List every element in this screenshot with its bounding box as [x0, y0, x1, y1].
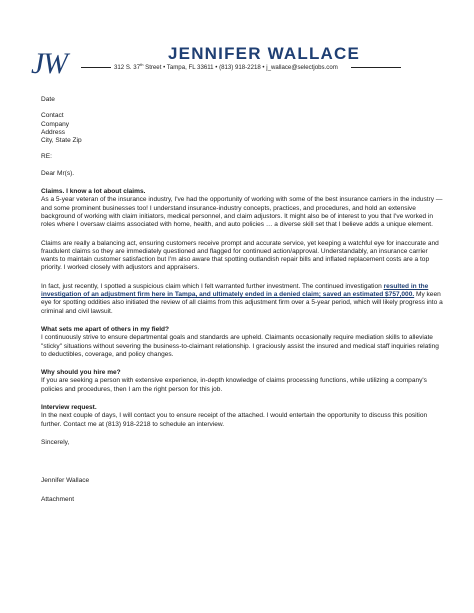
paragraph: In the next couple of days, I will contact you to ensure receipt of the attached. I would entertain the opportunity to discuss this position further. Contact me at (813) 918-2218 to schedule an interview.	[41, 412, 428, 428]
monogram-logo	[30, 44, 78, 80]
address-line: Address	[41, 128, 66, 136]
highlighted-achievement: resulted in the investigation of an adjustment firm here in Tampa, and ultimately ended in a denied claim; saved an estimated $757,000.	[41, 282, 429, 299]
date-line: Date	[41, 96, 55, 103]
paragraph: As a 5-year veteran of the insurance industry, I've had the opportunity of working with some of the best insurance carriers in the industry — and some prominent businesses too! I understand insurance-industry concepts, practices, and procedures, and hold an extensive background of working with claim initiators, medical personnel, and claim adjustors. It might also be of interest to you that I've worked in roles where I oversaw claims associated with home, health, and auto policies … a diverse skill set that I believe adds a unique element.	[41, 196, 443, 229]
paragraph: In fact, just recently, I spotted a suspicious claim which I felt warranted further investment. The continued investigation resulted in the investigation of an adjustment firm here in Tampa, and ultimately ended in a denied claim; saved an estimated $757,000. My keen eye for spotting oddities also initiated the review of all claims from this adjustment firm over a 5-year period, which will likely progress into a criminal and civil lawsuit.	[41, 282, 443, 315]
enclosure-line: Attachment	[41, 495, 75, 503]
section-heading: Claims. I know a lot about claims.	[41, 188, 146, 196]
salutation: Dear Mr(s).	[41, 169, 75, 177]
paragraph: I continuously strive to ensure departmental goals and standards are upheld. Claimants occasionally require mediation skills to alleviate "sticky" situations without severing the business-to-claimant relationship. I graciously assist the insured and medical staff inquiries relating to deductibles, coverage, and policy changes.	[41, 334, 439, 358]
section-heading: What sets me apart of others in my field?	[41, 325, 170, 333]
monogram-jw-icon	[30, 44, 78, 80]
svg-text:J: J	[31, 47, 45, 80]
recipient-address	[41, 112, 445, 145]
svg-text:W: W	[43, 47, 68, 80]
contact-line: 312 S. 37th Street • Tampa, FL 33611 • (813) 918-2218 • j_wallace@selectjobs.com	[114, 62, 338, 72]
section-heading: Interview request.	[41, 404, 97, 412]
header-rule-right	[351, 67, 401, 68]
section-heading: Why should you hire me?	[41, 369, 121, 377]
address-line: City, State Zip	[41, 137, 82, 145]
signature-name: Jennifer Wallace	[41, 477, 90, 485]
closing: Sincerely,	[41, 438, 70, 446]
letter-body	[41, 96, 445, 504]
applicant-name: JENNIFER WALLACE	[168, 44, 361, 63]
paragraph: Claims are really a balancing act, ensuring customers receive prompt and accurate service, yet keeping a watchful eye for inaccurate and fraudulent claims so they are immediately questioned and flagged for continued action/approval. Understandably, an insurance carrier wants to maintain customer satisfaction but I'm also aware that spotting outlandish repair bills and inflated replacement costs are a top priority. I worked closely with adjustors and appraisers.	[41, 239, 439, 272]
header-rule-left	[81, 67, 111, 68]
re-line: RE:	[41, 153, 52, 161]
paragraph: If you are seeking a person with extensive experience, in-depth knowledge of claims processing functions, while utilizing a company's policies and procedures, then I am the right person for this job.	[41, 377, 427, 393]
address-line: Company	[41, 120, 70, 128]
address-line: Contact	[41, 112, 64, 120]
